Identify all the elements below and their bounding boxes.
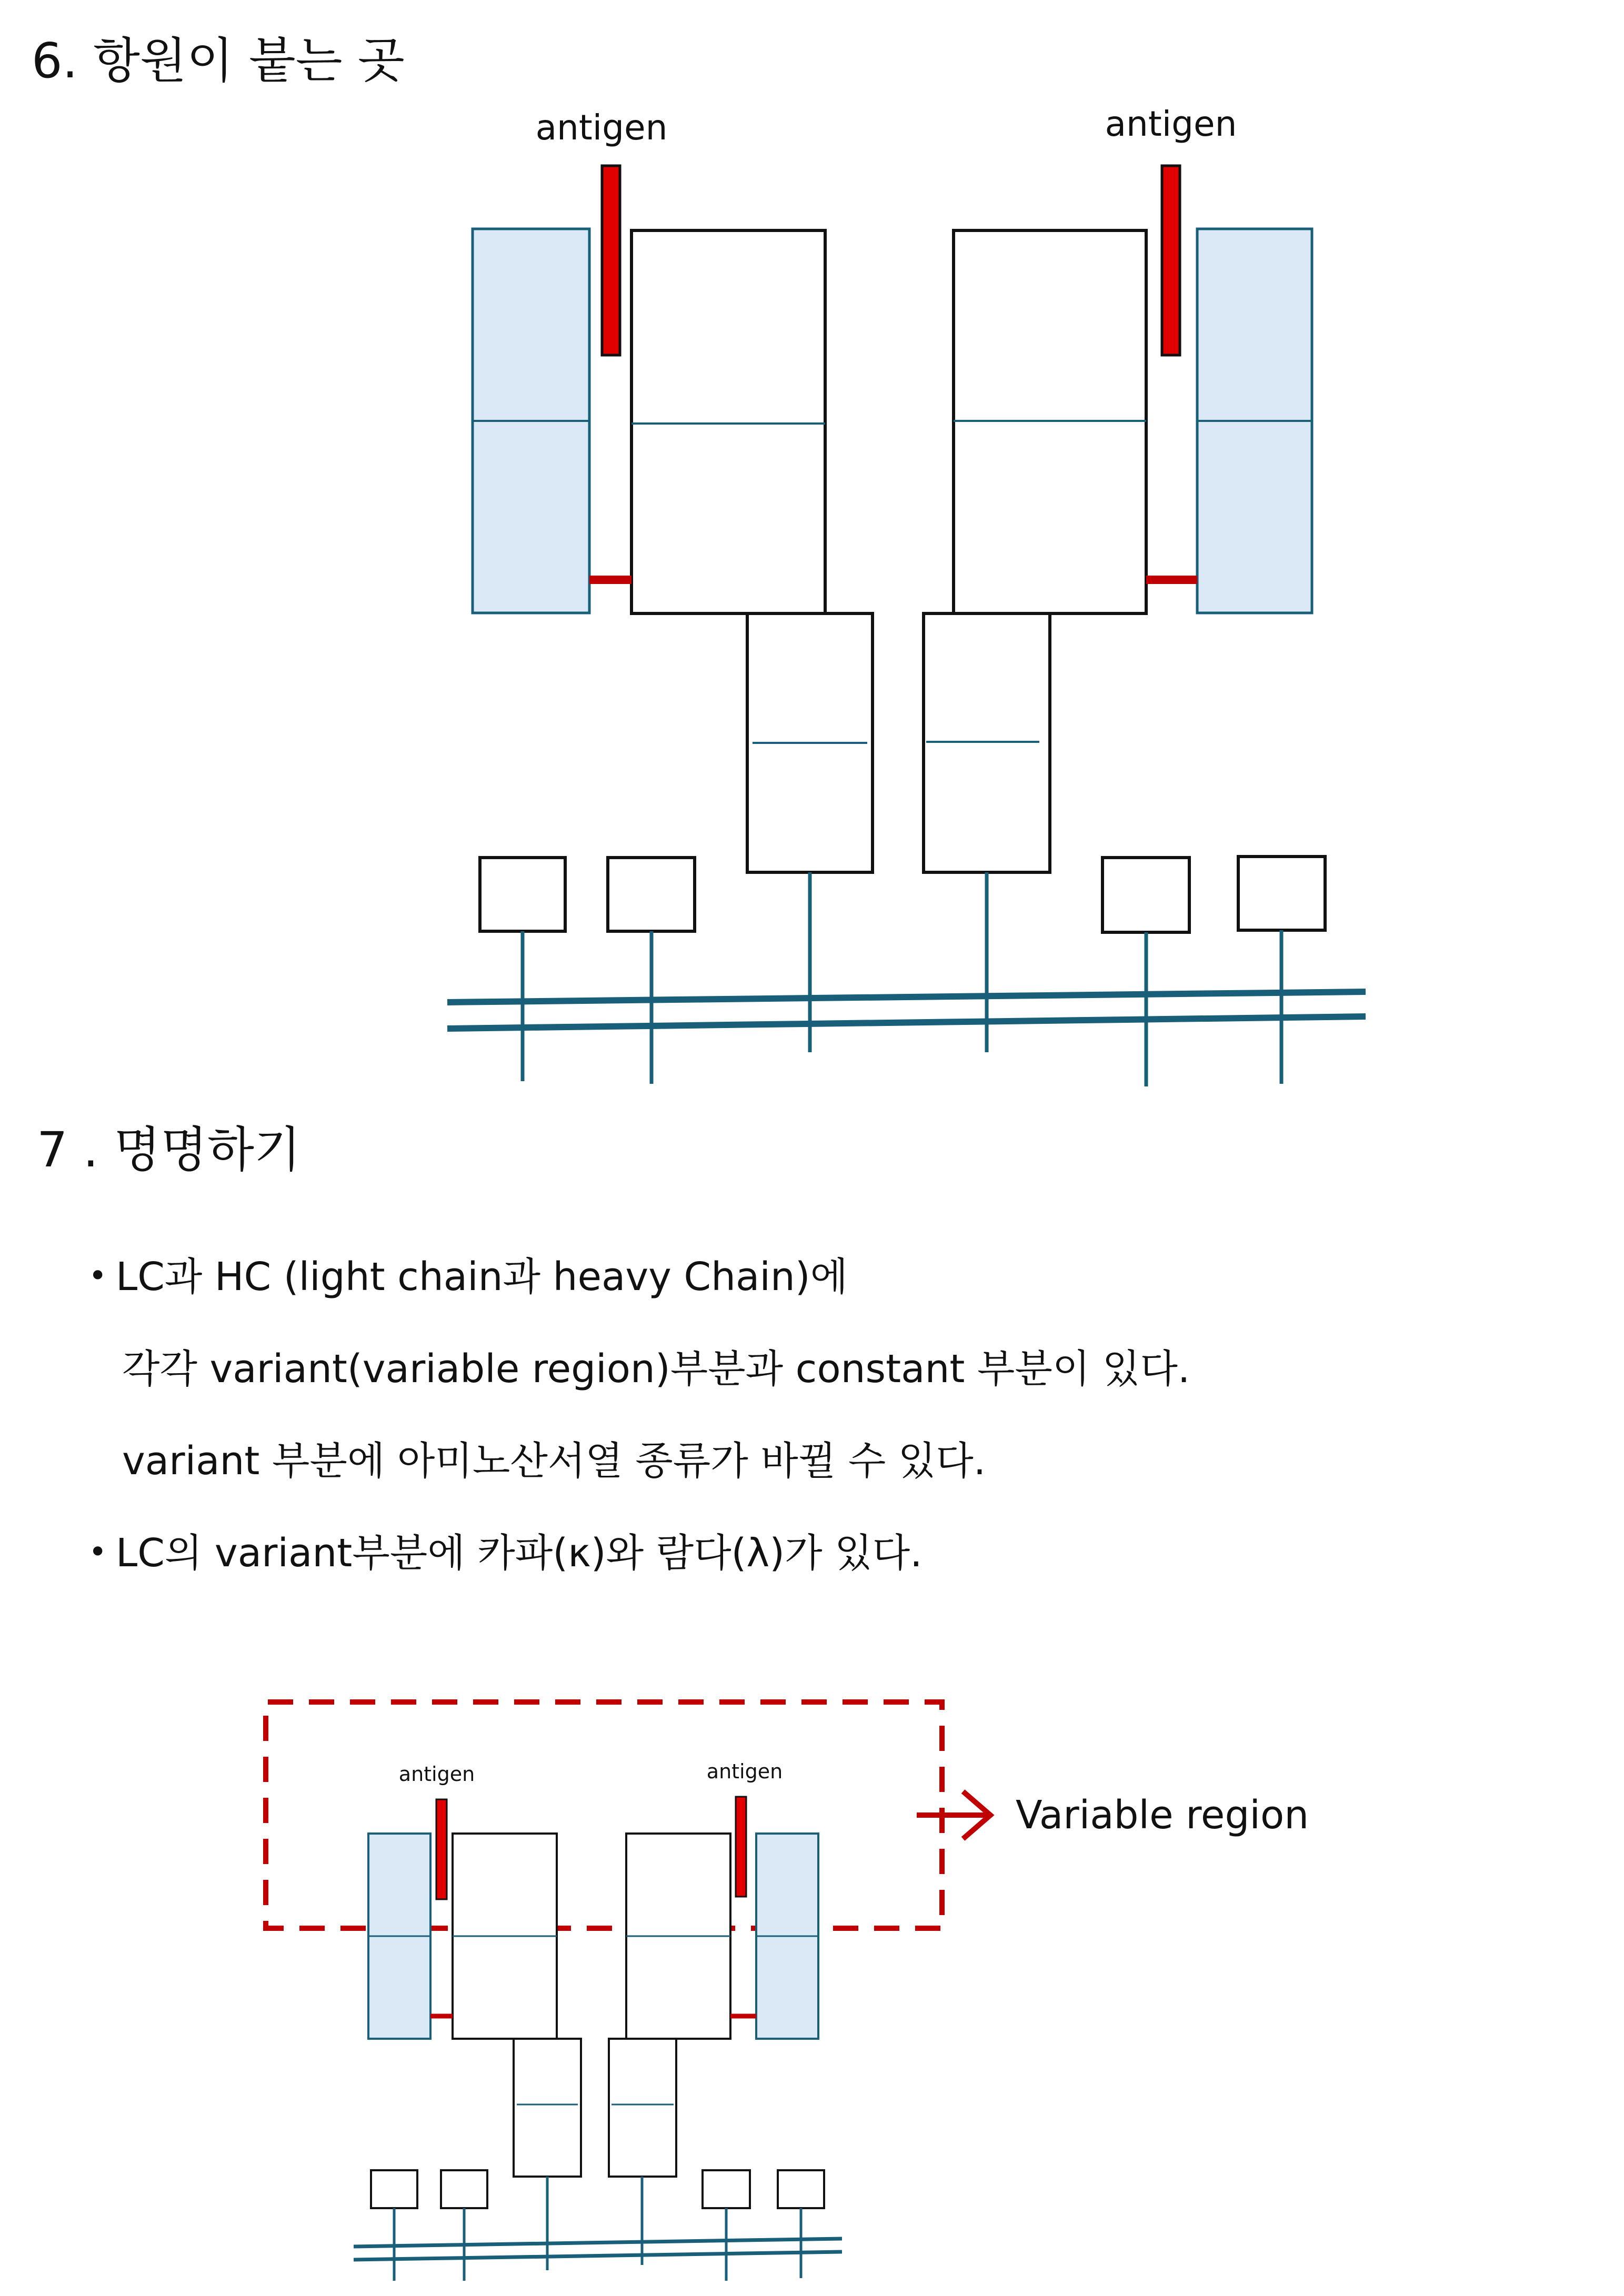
antigen-left <box>602 166 620 355</box>
bullet-1-line-2: 각각 variant(variable region)부분과 constant 부분이 있다. <box>122 1346 1190 1392</box>
light-chain-left-small <box>368 1834 430 2039</box>
antigen-right-small <box>736 1797 746 1897</box>
bullet-dot-1: • <box>88 1257 107 1294</box>
heavy-chain-left-upper-small <box>453 1834 557 2039</box>
receptor-box-small-2 <box>441 2170 487 2208</box>
bullet-1-line-1: LC과 HC (light chain과 heavy Chain)에 <box>116 1254 848 1300</box>
receptor-box-3 <box>1102 858 1189 932</box>
heavy-chain-right-lower-small <box>609 2039 676 2177</box>
receptor-box-2 <box>608 858 695 931</box>
antigen-right <box>1162 166 1180 355</box>
receptor-box-small-1 <box>371 2170 417 2208</box>
bullet-1-line-3: variant 부분에 아미노산서열 종류가 바뀔 수 있다. <box>122 1438 986 1484</box>
receptor-box-1 <box>480 858 565 931</box>
antigen-label-left-small: antigen <box>398 1763 475 1786</box>
bullet-dot-2: • <box>88 1534 107 1570</box>
section-6-title: 6. 항원이 붙는 곳 <box>32 33 405 89</box>
variable-region-box <box>266 1702 942 1928</box>
variable-region-label: Variable region <box>1016 1793 1309 1838</box>
antigen-label-right: antigen <box>1105 104 1237 144</box>
antigen-label-left: antigen <box>535 107 668 148</box>
antigen-left-small <box>436 1799 447 1899</box>
receptor-box-4 <box>1238 857 1325 930</box>
membrane-line-top-small <box>354 2239 842 2247</box>
membrane-line-top <box>447 992 1366 1002</box>
receptor-box-small-3 <box>703 2170 750 2208</box>
membrane-line-bottom-small <box>354 2252 842 2260</box>
light-chain-right-small <box>756 1834 818 2039</box>
section-7-title: 7 . 명명하기 <box>37 1122 301 1178</box>
receptor-box-small-4 <box>778 2170 824 2208</box>
callout-arrow-head <box>963 1791 990 1839</box>
bullet-2-line-1: LC의 variant부분에 카파(κ)와 람다(λ)가 있다. <box>116 1530 923 1576</box>
membrane-line-bottom <box>447 1016 1366 1029</box>
heavy-chain-left-upper <box>631 230 825 613</box>
antibody-diagram-1 <box>0 0 1624 1105</box>
heavy-chain-right-upper-small <box>626 1834 730 2039</box>
heavy-chain-left-lower-small <box>514 2039 581 2177</box>
antigen-label-right-small: antigen <box>706 1760 783 1783</box>
